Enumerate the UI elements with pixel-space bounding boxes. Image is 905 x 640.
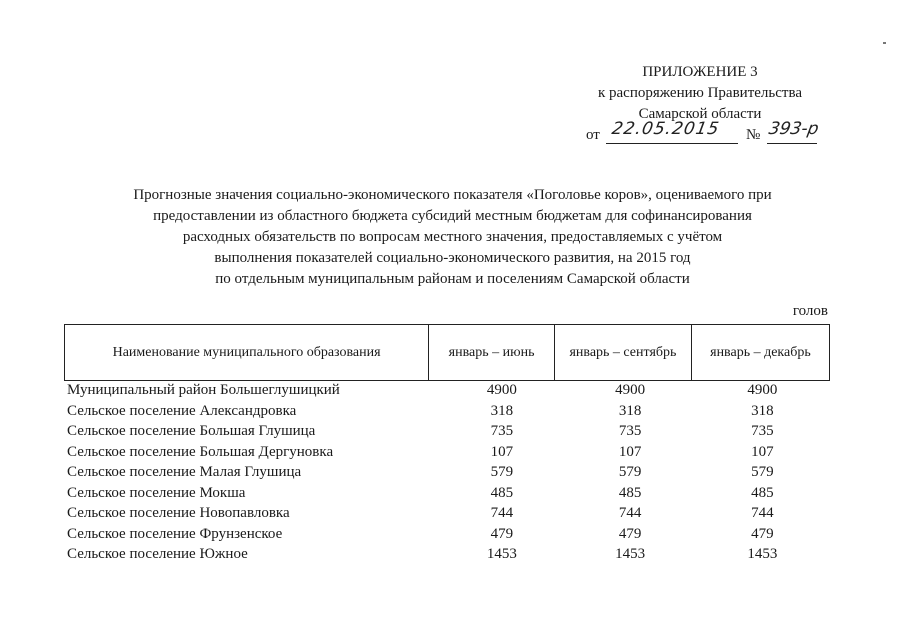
- handwritten-date: 22.05.2015: [610, 119, 722, 139]
- row-value-jan-dec: 579: [751, 464, 774, 481]
- appendix-region-line: Самарской области: [638, 106, 762, 122]
- row-value-jan-sep: 318: [618, 402, 642, 419]
- header-row: [65, 325, 830, 381]
- row-value-jan-dec: 318: [751, 402, 774, 419]
- table-row: [64, 524, 830, 545]
- row-value-jan-jun: 1453: [486, 546, 517, 563]
- row-value-jan-dec: 1453: [747, 546, 778, 563]
- data-table: [64, 380, 830, 565]
- row-value-jan-jun: 318: [490, 402, 514, 419]
- row-value-jan-sep: 579: [618, 464, 642, 481]
- table-row: [64, 544, 830, 565]
- number-field: [767, 119, 821, 144]
- row-value-jan-sep: 107: [618, 443, 642, 460]
- row-name: Сельское поселение Большая Глушица: [67, 423, 316, 440]
- row-value-jan-jun: 4900: [486, 382, 517, 399]
- row-value-jan-sep: 485: [618, 484, 642, 501]
- appendix-block: [560, 62, 840, 125]
- row-name: Сельское поселение Малая Глушица: [67, 464, 302, 481]
- date-prefix: от: [586, 127, 600, 143]
- row-name: Сельское поселение Александровка: [67, 402, 297, 419]
- units-label: голов: [792, 303, 828, 319]
- row-value-jan-dec: 4900: [747, 382, 778, 399]
- row-name: Муниципальный район Большеглушицкий: [67, 382, 340, 399]
- row-value-jan-sep: 1453: [615, 546, 646, 563]
- row-value-jan-jun: 579: [490, 464, 514, 481]
- row-value-jan-dec: 744: [751, 505, 774, 522]
- row-name: Сельское поселение Большая Дергуновка: [67, 443, 334, 460]
- handwritten-number: 393-р: [767, 119, 821, 139]
- table-row: [64, 442, 830, 463]
- row-value-jan-dec: 735: [751, 423, 774, 440]
- row-value-jan-jun: 107: [490, 443, 514, 460]
- date-field: [606, 119, 738, 144]
- header-jan-dec-column: январь – декабрь: [691, 325, 829, 381]
- row-name: Сельское поселение Южное: [67, 546, 248, 563]
- row-value-jan-dec: 107: [751, 443, 774, 460]
- header-name-column: Наименование муниципального образования: [65, 325, 429, 381]
- header-jan-sep-column: январь – сентябрь: [555, 325, 692, 381]
- row-value-jan-dec: 479: [751, 525, 774, 542]
- header-jan-jun-column: январь – июнь: [429, 325, 555, 381]
- row-value-jan-sep: 4900: [615, 382, 646, 399]
- appendix-title: ПРИЛОЖЕНИЕ 3: [642, 64, 758, 80]
- row-name: Сельское поселение Фрунзенское: [67, 525, 283, 542]
- row-value-jan-jun: 479: [490, 525, 514, 542]
- table-row: [64, 462, 830, 483]
- table-row: [64, 421, 830, 442]
- row-value-jan-jun: 735: [490, 423, 514, 440]
- row-value-jan-sep: 735: [618, 423, 642, 440]
- table-row: [64, 380, 830, 401]
- title-line: предоставлении из областного бюджета субсидий местным бюджетам для софинансирования: [153, 208, 752, 224]
- table-row: [64, 401, 830, 422]
- number-prefix: №: [746, 127, 761, 143]
- title-line: выполнения показателей социально-экономического развития, на 2015 год: [214, 250, 691, 266]
- title-line: расходных обязательств по вопросам местного значения, предоставляемых с учётом: [182, 229, 723, 245]
- appendix-decree-line: к распоряжению Правительства: [597, 85, 802, 101]
- title-line: по отдельным муниципальным районам и поселениям Самарской области: [215, 271, 690, 287]
- table-header: [64, 324, 830, 381]
- document-title: [70, 185, 835, 290]
- table-row: [64, 503, 830, 524]
- row-value-jan-sep: 479: [618, 525, 642, 542]
- scan-speck: [883, 42, 886, 44]
- row-value-jan-jun: 485: [490, 484, 514, 501]
- row-value-jan-jun: 744: [490, 505, 514, 522]
- row-value-jan-dec: 485: [751, 484, 774, 501]
- row-name: Сельское поселение Новопавловка: [67, 505, 290, 522]
- row-name: Сельское поселение Мокша: [67, 484, 246, 501]
- title-line: Прогнозные значения социально-экономического показателя «Поголовье коров», оцениваемого при: [133, 187, 772, 203]
- row-value-jan-sep: 744: [618, 505, 642, 522]
- decree-date-number: [586, 119, 856, 149]
- table-row: [64, 483, 830, 504]
